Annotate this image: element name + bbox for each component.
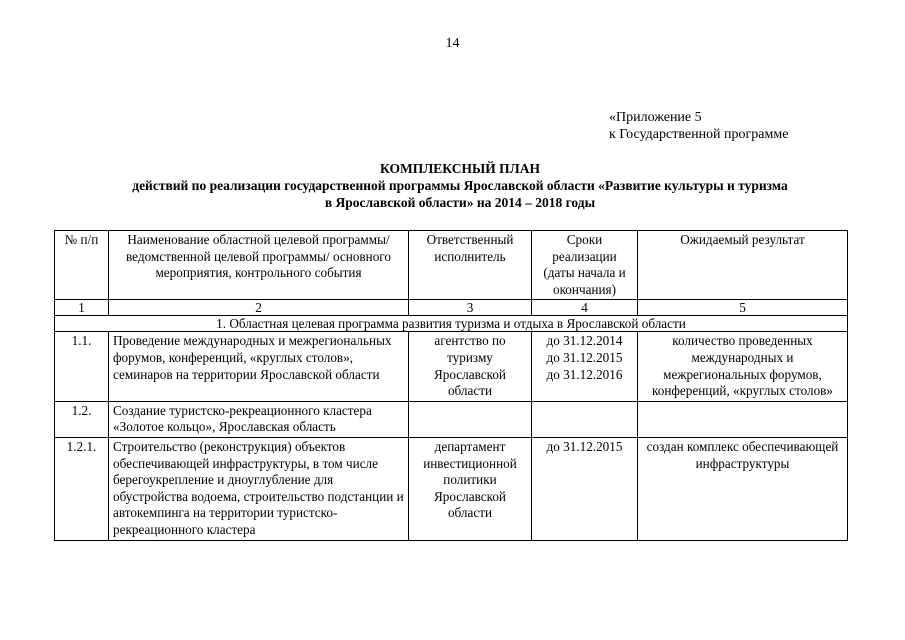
- table-row: [55, 332, 848, 401]
- row-dates: [532, 401, 638, 437]
- row-date: до 31.12.2016: [546, 366, 623, 382]
- row-date: до 31.12.2015: [546, 438, 623, 454]
- row-date: до 31.12.2014: [546, 333, 623, 349]
- column-number: 5: [638, 300, 848, 316]
- table-row: [55, 437, 848, 540]
- row-dates: [532, 332, 638, 401]
- table-row: [55, 401, 848, 437]
- title-subtitle-line-2: в Ярославской области» на 2014 – 2018 годы: [324, 195, 596, 210]
- column-number: 3: [409, 300, 532, 316]
- row-result: создан комплекс обеспечивающей инфраструктуры: [638, 437, 848, 540]
- column-number: 1: [55, 300, 109, 316]
- row-number: 1.2.: [55, 401, 109, 437]
- row-executor: департамент инвестиционной политики Ярославской области: [409, 437, 532, 540]
- title-main: КОМПЛЕКСНЫЙ ПЛАН: [380, 161, 540, 176]
- row-executor: агентство по туризму Ярославской области: [409, 332, 532, 401]
- header-dates: Сроки реализации (даты начала и окончания): [532, 231, 638, 300]
- header-result: Ожидаемый результат: [638, 231, 848, 300]
- header-executor: Ответственный исполнитель: [409, 231, 532, 300]
- header-name: Наименование областной целевой программы/ ведомственной целевой программы/ основного мероприятия, контрольного события: [109, 231, 409, 300]
- appendix-line-1: «Приложение 5: [609, 110, 702, 125]
- document-title: [60, 160, 860, 211]
- section-row: [55, 316, 848, 332]
- column-number: 2: [109, 300, 409, 316]
- row-date: до 31.12.2015: [546, 349, 623, 365]
- row-number: 1.2.1.: [55, 437, 109, 540]
- header-number: № п/п: [55, 231, 109, 300]
- appendix-line-2: к Государственной программе: [609, 127, 789, 142]
- table-header-row: [55, 231, 848, 300]
- column-number: 4: [532, 300, 638, 316]
- title-subtitle-line-1: действий по реализации государственной программы Ярославской области «Развитие культуры и туризма: [132, 178, 788, 193]
- row-executor: [409, 401, 532, 437]
- row-dates: [532, 437, 638, 540]
- appendix-note: [609, 109, 788, 143]
- page-number: 14: [445, 36, 460, 51]
- plan-table: [54, 230, 848, 541]
- column-number-row: [55, 300, 848, 316]
- row-name: Строительство (реконструкция) объектов обеспечивающей инфраструктуры, в том числе берегоукрепление и дноуглубление для обустройства водоема, строительство подстанции и автокемпинга на территории туристско-рекреационного кластера: [109, 437, 409, 540]
- row-result: [638, 401, 848, 437]
- section-title: 1. Областная целевая программа развития туризма и отдыха в Ярославской области: [55, 316, 848, 332]
- row-number: 1.1.: [55, 332, 109, 401]
- row-result: количество проведенных международных и межрегиональных форумов, конференций, «круглых столов»: [638, 332, 848, 401]
- row-name: Проведение международных и межрегиональных форумов, конференций, «круглых столов», семинаров на территории Ярославской области: [109, 332, 409, 401]
- row-name: Создание туристско-рекреационного кластера «Золотое кольцо», Ярославская область: [109, 401, 409, 437]
